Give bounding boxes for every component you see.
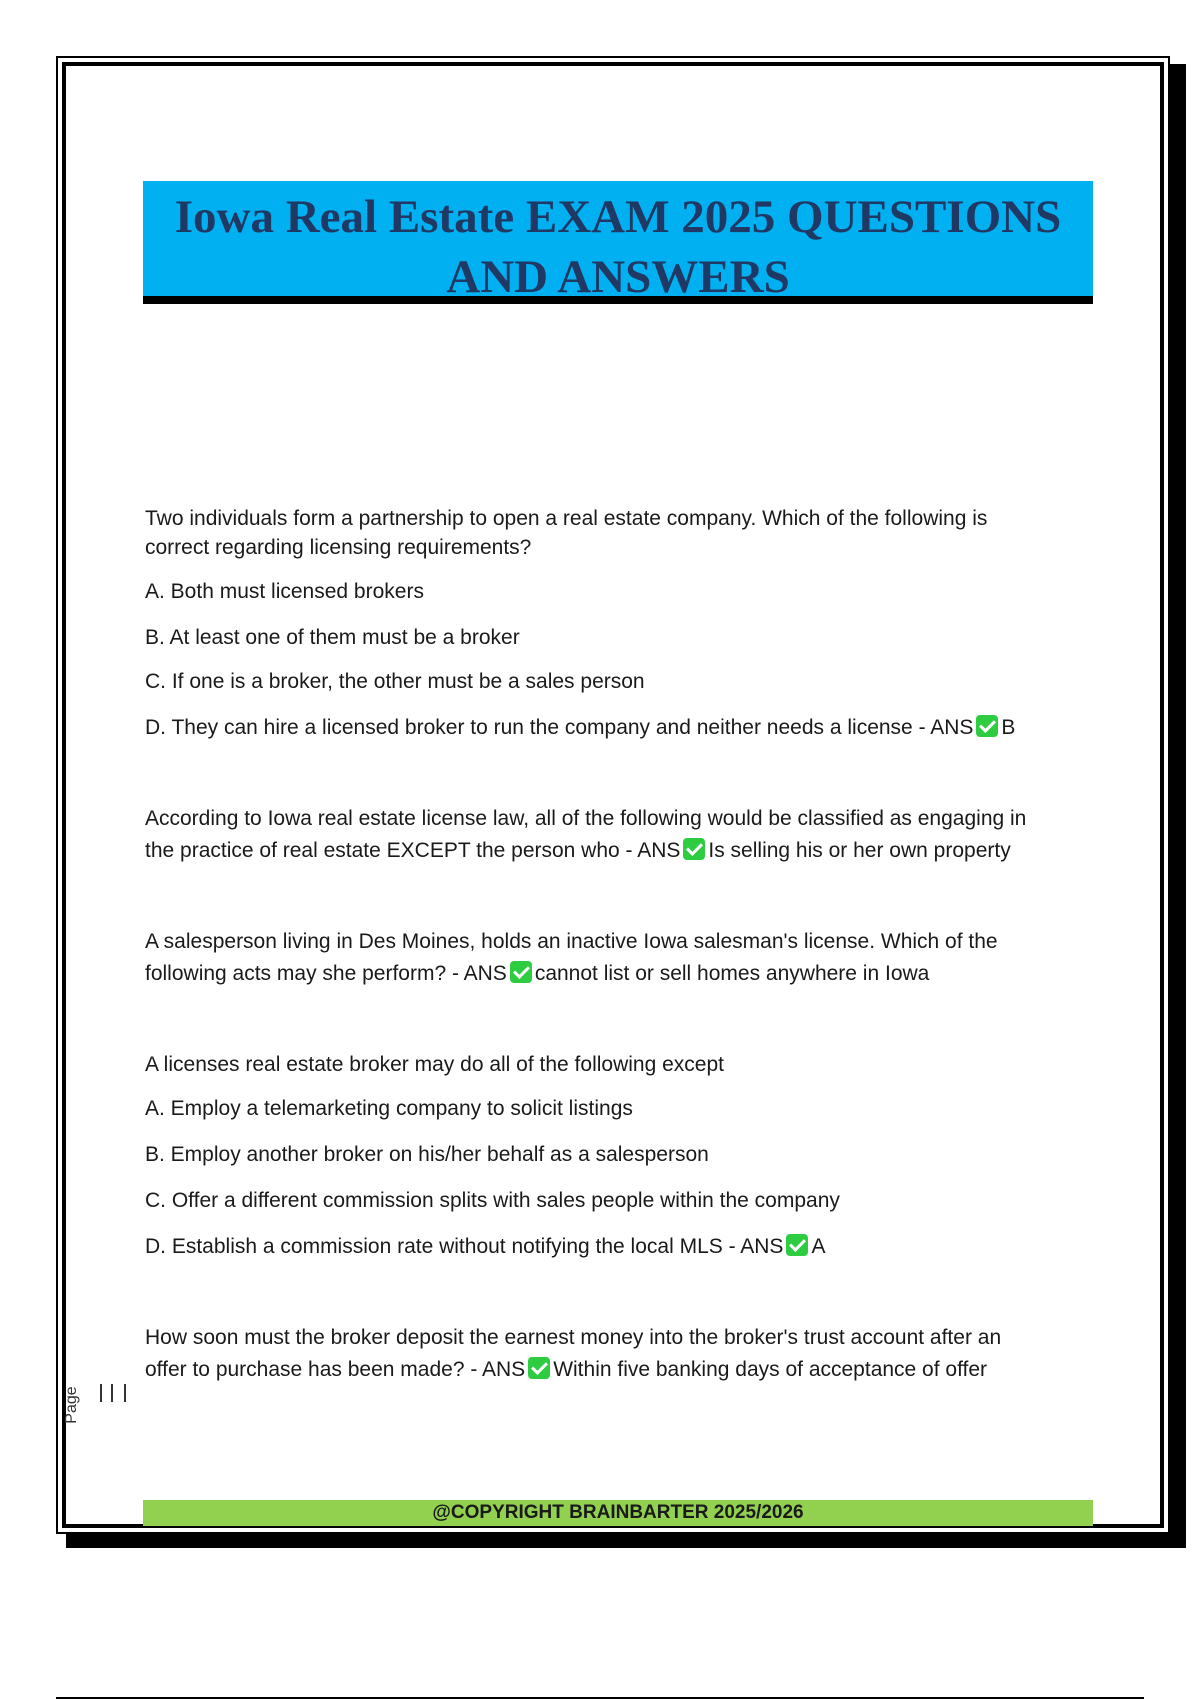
q4-option-d-text: D. Establish a commission rate without notifying the local MLS - ANS (145, 1235, 784, 1258)
q4-question: A licenses real estate broker may do all of the following except (145, 1053, 724, 1076)
title-line-2: AND ANSWERS (446, 251, 790, 303)
q4-option-d (145, 1231, 1085, 1263)
qa-content (145, 504, 1085, 1386)
check-icon (528, 1357, 550, 1379)
question-block-1 (145, 504, 1085, 744)
title-line-1: Iowa Real Estate EXAM 2025 QUESTIONS (174, 191, 1062, 243)
question-block-2 (145, 803, 1085, 867)
q1-option-d-text: D. They can hire a licensed broker to run the company and neither needs a license - ANS (145, 716, 974, 739)
title-banner (143, 181, 1093, 304)
q3-answer: cannot list or sell homes anywhere in Iowa (534, 962, 930, 985)
copyright-footer: @COPYRIGHT BRAINBARTER 2025/2026 (143, 1500, 1093, 1526)
q1-answer: B (1001, 716, 1016, 739)
check-icon (976, 715, 998, 737)
check-icon (683, 838, 705, 860)
q5-line-1: How soon must the broker deposit the earnest money into the broker's trust account after an (145, 1326, 1002, 1349)
q1-option-d (145, 712, 1085, 744)
question-block-4 (145, 1049, 1085, 1263)
q5-line-2-text: offer to purchase has been made? - ANS (145, 1358, 526, 1381)
question-block-5 (145, 1322, 1085, 1386)
q3-line-2-text: following acts may she perform? - ANS (145, 962, 507, 985)
bottom-rule (56, 1697, 1144, 1699)
q4-option-c: C. Offer a different commission splits with sales people within the company (145, 1189, 840, 1212)
q4-answer: A (811, 1235, 826, 1258)
page-number-mark (100, 1384, 126, 1402)
q4-option-a: A. Employ a telemarketing company to solicit listings (145, 1097, 633, 1120)
q1-option-a: A. Both must licensed brokers (145, 580, 424, 603)
q4-option-b: B. Employ another broker on his/her behalf as a salesperson (145, 1143, 709, 1166)
q1-line-2: correct regarding licensing requirements? (145, 536, 532, 559)
q3-line-1: A salesperson living in Des Moines, holds an inactive Iowa salesman's license. Which of the (145, 930, 998, 953)
q2-answer: Is selling his or her own property (708, 839, 1011, 862)
q1-line-1: Two individuals form a partnership to open a real estate company. Which of the following is (145, 507, 988, 530)
q3-line-2 (145, 958, 1085, 990)
q1-option-b: B. At least one of them must be a broker (145, 626, 520, 649)
check-icon (510, 961, 532, 983)
q2-line-2 (145, 835, 1085, 867)
q5-answer: Within five banking days of acceptance of offer (553, 1358, 988, 1381)
page-number-bar (111, 1384, 113, 1402)
q5-line-2 (145, 1354, 1085, 1386)
q2-line-2-text: the practice of real estate EXCEPT the person who - ANS (145, 839, 681, 862)
question-block-3 (145, 926, 1085, 990)
q2-line-1: According to Iowa real estate license law, all of the following would be classified as engaging in (145, 807, 1027, 830)
q1-option-c: C. If one is a broker, the other must be a sales person (145, 670, 645, 693)
page-label: Page (63, 1386, 80, 1424)
check-icon (786, 1234, 808, 1256)
